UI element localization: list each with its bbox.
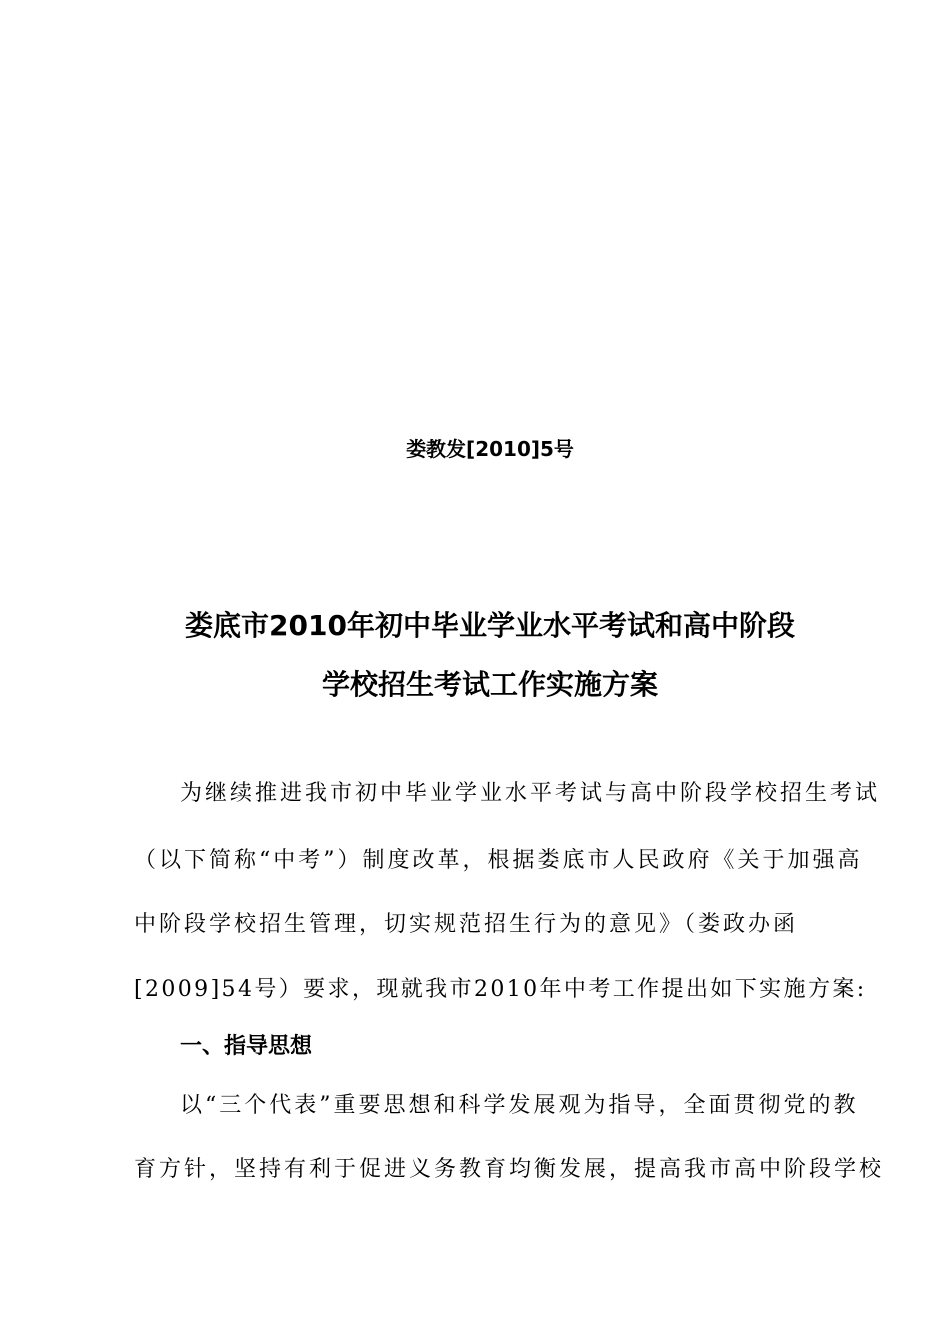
intro-paragraph-line-4: [2009]54号）要求，现就我市2010年中考工作提出如下实施方案: <box>134 977 867 1002</box>
intro-paragraph-line-2: （以下简称“中考”）制度改革，根据娄底市人民政府《关于加强高 <box>134 848 863 873</box>
intro-paragraph-line-3: 中阶段学校招生管理，切实规范招生行为的意见》（娄政办函 <box>134 912 799 937</box>
section-heading-guiding-ideology: 一、指导思想 <box>180 1034 313 1059</box>
document-number: 娄教发[2010]5号 <box>406 437 574 461</box>
section-paragraph-line-1: 以“三个代表”重要思想和科学发展观为指导，全面贯彻党的教 <box>180 1093 859 1118</box>
section-paragraph-line-2: 育方针，坚持有利于促进义务教育均衡发展，提高我市高中阶段学校 <box>134 1157 885 1182</box>
document-title-line-2: 学校招生考试工作实施方案 <box>321 668 658 701</box>
document-title-line-1: 娄底市2010年初中毕业学业水平考试和高中阶段 <box>185 609 795 642</box>
intro-paragraph-line-1: 为继续推进我市初中毕业学业水平考试与高中阶段学校招生考试 <box>180 781 881 806</box>
